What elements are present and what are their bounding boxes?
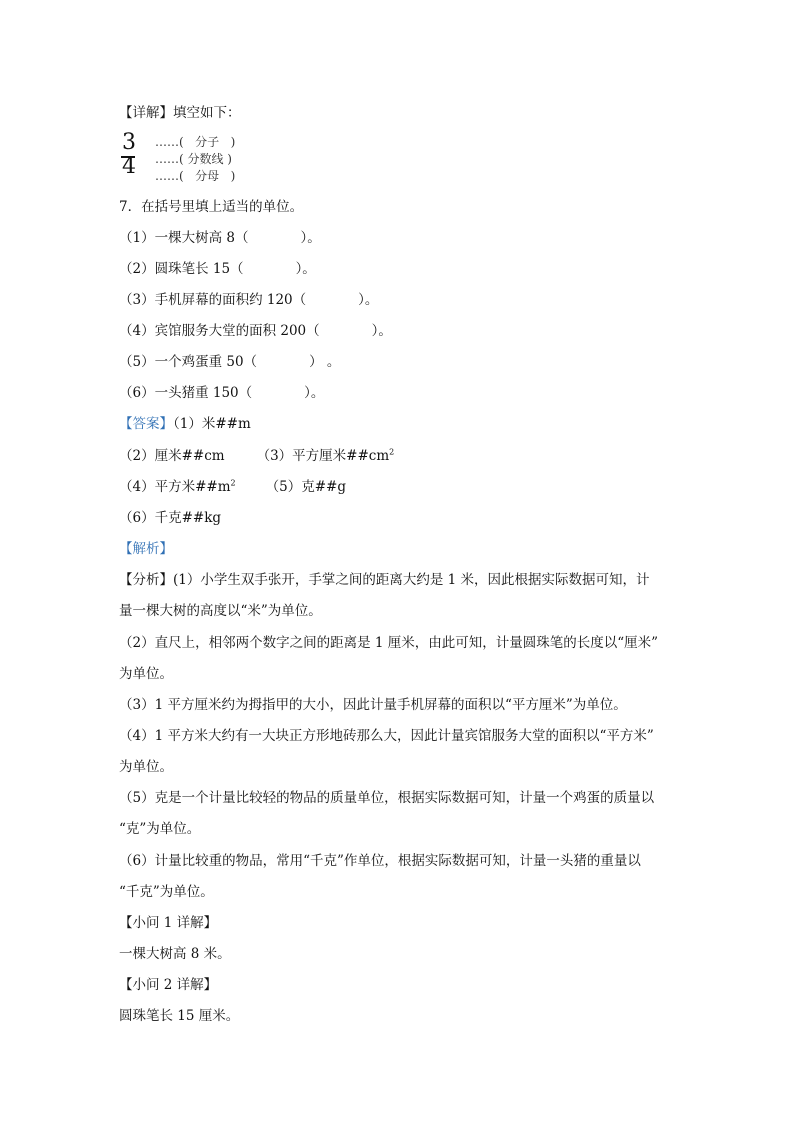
analysis-line: 为单位。 <box>119 666 173 682</box>
analysis-line: 量一棵大树的高度以“米”为单位。 <box>119 603 322 619</box>
fraction-denominator: 4 <box>122 154 136 179</box>
answer-line-3: （4）平方米$\#\#m^2$ （5）克##g <box>119 478 346 495</box>
question-stem: 7．在括号里填上适当的单位。 <box>119 199 304 215</box>
question-item-3: （3）手机屏幕的面积约 120（ ）。 <box>119 292 379 308</box>
analysis-line: （2）直尺上，相邻两个数字之间的距离是 1 厘米，由此可知，计量圆珠笔的长度以“厘米” <box>119 635 659 651</box>
analysis-line: （5）克是一个计量比较轻的物品的质量单位，根据实际数据可知，计量一个鸡蛋的质量以 <box>119 790 655 806</box>
fraction-numerator: 3 <box>122 130 136 155</box>
question-item-4: （4）宾馆服务大堂的面积 200（ ）。 <box>119 323 392 339</box>
fraction-label-line: ……( 分数线 ) <box>155 152 232 166</box>
analysis-line: “千克”为单位。 <box>119 884 214 900</box>
answer-label: 【答案】 <box>119 416 173 432</box>
answer-line-1: 【答案】（1）米##m <box>119 416 251 432</box>
answer-line-2: （2）厘米##cm （3）平方厘米$\#\#cm^2$ <box>119 447 395 464</box>
question-item-5: （5）一个鸡蛋重 50（ ） 。 <box>119 354 341 370</box>
question-item-2: （2）圆珠笔长 15（ ）。 <box>119 261 316 277</box>
analysis-line: 【分析】(1）小学生双手张开，手掌之间的距离大约是 1 米，因此根据实际数据可知，计 <box>119 572 650 588</box>
question-item-1: （1）一棵大树高 8（ ）。 <box>119 230 321 246</box>
analysis-label: 【解析】 <box>119 541 173 557</box>
analysis-line: （4）1 平方米大约有一大块正方形地砖那么大，因此计量宾馆服务大堂的面积以“平方米” <box>119 728 654 744</box>
question-item-6: （6）一头猪重 150（ ）。 <box>119 385 325 401</box>
analysis-line: （6）计量比较重的物品，常用“千克”作单位，根据实际数据可知，计量一头猪的重量以 <box>119 853 641 869</box>
sub1-text: 一棵大树高 8 米。 <box>119 946 231 962</box>
analysis-line: “克”为单位。 <box>119 821 201 837</box>
sub1-heading: 【小问 1 详解】 <box>119 915 218 931</box>
sub2-heading: 【小问 2 详解】 <box>119 977 218 993</box>
answer-line-4: （6）千克##kg <box>119 510 222 526</box>
fraction-label-denominator: ……( 分母 ) <box>155 169 236 183</box>
detail-heading: 【详解】填空如下： <box>119 105 241 121</box>
fraction-label-numerator: ……( 分子 ) <box>155 135 236 149</box>
fraction-diagram <box>119 132 259 188</box>
analysis-line: 为单位。 <box>119 759 173 775</box>
sub2-text: 圆珠笔长 15 厘米。 <box>119 1008 240 1024</box>
analysis-line: （3）1 平方厘米约为拇指甲的大小，因此计量手机屏幕的面积以“平方厘米”为单位。 <box>119 697 627 713</box>
